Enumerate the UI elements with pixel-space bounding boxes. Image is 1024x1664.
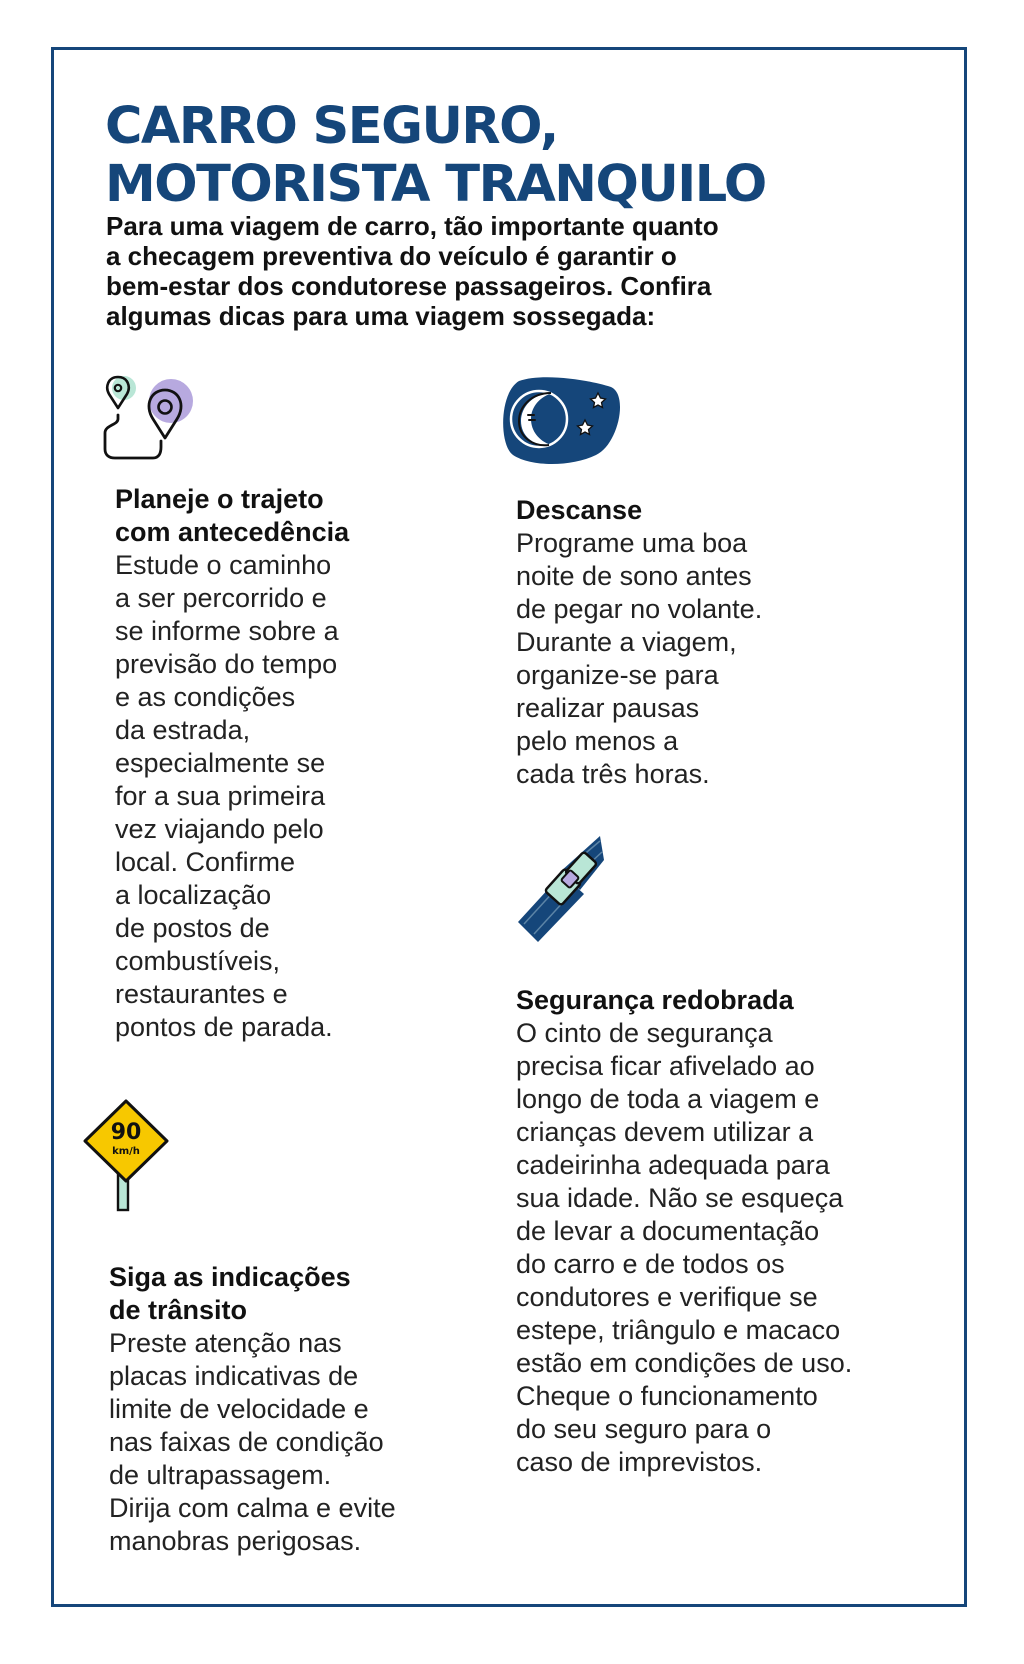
tip-body-line: previsão do tempo <box>115 649 338 679</box>
title-line: CARRO SEGURO, <box>105 97 558 156</box>
tip-route <box>115 483 349 1044</box>
tip-title-line: Descanse <box>516 495 643 525</box>
tip-body-line: de levar a documentação <box>516 1216 820 1246</box>
sign-value: 90 <box>110 1120 142 1145</box>
tip-title <box>109 1261 396 1327</box>
tip-title <box>115 483 349 549</box>
tip-rest <box>516 494 762 791</box>
tip-title-line: de trânsito <box>109 1295 248 1325</box>
tip-body-line: de postos de <box>115 913 270 943</box>
tip-body-line: manobras perigosas. <box>109 1526 362 1556</box>
tip-body-line: Estude o caminho <box>115 550 332 580</box>
tip-body <box>115 549 349 1044</box>
tip-body-line: combustíveis, <box>115 946 281 976</box>
tip-title-line: Siga as indicações <box>109 1262 351 1292</box>
tip-body-line: condutores e verifique se <box>516 1282 818 1312</box>
tip-body-line: Dirija com calma e evite <box>109 1493 396 1523</box>
tip-body-line: caso de imprevistos. <box>516 1447 763 1477</box>
tip-safety <box>516 984 852 1479</box>
intro-line: bem-estar dos condutorese passageiros. Confira <box>106 271 712 301</box>
route-pin-icon <box>103 375 198 465</box>
tip-body-line: do carro e de todos os <box>516 1249 785 1279</box>
tip-body-line: vez viajando pelo <box>115 814 324 844</box>
seatbelt-icon <box>516 832 606 942</box>
tip-body-line: precisa ficar afivelado ao <box>516 1051 815 1081</box>
tip-body-line: placas indicativas de <box>109 1361 359 1391</box>
intro-text <box>106 211 806 331</box>
intro-line: algumas dicas para uma viagem sossegada: <box>106 301 656 331</box>
tip-body-line: restaurantes e <box>115 979 288 1009</box>
tip-body-line: do seu seguro para o <box>516 1414 772 1444</box>
tip-body-line: pontos de parada. <box>115 1012 333 1042</box>
moon-stars-icon <box>501 375 621 467</box>
tip-body-line: local. Confirme <box>115 847 296 877</box>
tip-body-line: Durante a viagem, <box>516 627 737 657</box>
tip-body-line: a localização <box>115 880 272 910</box>
intro-line: Para uma viagem de carro, tão importante quanto <box>106 211 719 241</box>
tip-body-line: da estrada, <box>115 715 251 745</box>
tip-body-line: de pegar no volante. <box>516 594 763 624</box>
speed-sign-icon <box>82 1098 170 1212</box>
tip-body-line: O cinto de segurança <box>516 1018 773 1048</box>
tip-body-line: e as condições <box>115 682 296 712</box>
tip-title-line: Planeje o trajeto <box>115 484 324 514</box>
tip-title-line: Segurança redobrada <box>516 985 794 1015</box>
title-line: MOTORISTA TRANQUILO <box>105 155 766 214</box>
tip-title <box>516 494 762 527</box>
tip-body-line: limite de velocidade e <box>109 1394 369 1424</box>
tip-title <box>516 984 852 1017</box>
tip-body <box>109 1327 396 1558</box>
tip-body <box>516 1017 852 1479</box>
tip-body-line: estão em condições de uso. <box>516 1348 853 1378</box>
tip-body-line: sua idade. Não se esqueça <box>516 1183 844 1213</box>
tip-signs <box>109 1261 396 1558</box>
tip-body-line: Cheque o funcionamento <box>516 1381 818 1411</box>
intro-line: a checagem preventiva do veículo é garantir o <box>106 241 677 271</box>
tip-body-line: cada três horas. <box>516 759 710 789</box>
tip-body-line: Preste atenção nas <box>109 1328 342 1358</box>
tip-body-line: especialmente se <box>115 748 326 778</box>
tip-body-line: longo de toda a viagem e <box>516 1084 820 1114</box>
tip-body <box>516 527 762 791</box>
tip-body-line: pelo menos a <box>516 726 679 756</box>
tip-body-line: crianças devem utilizar a <box>516 1117 814 1147</box>
tip-title-line: com antecedência <box>115 517 350 547</box>
page-title <box>105 98 766 214</box>
tip-body-line: estepe, triângulo e macaco <box>516 1315 841 1345</box>
tip-body-line: cadeirinha adequada para <box>516 1150 830 1180</box>
tip-body-line: de ultrapassagem. <box>109 1460 332 1490</box>
tip-body-line: nas faixas de condição <box>109 1427 384 1457</box>
tip-body-line: se informe sobre a <box>115 616 339 646</box>
tip-body-line: organize-se para <box>516 660 719 690</box>
sign-unit: km/h <box>112 1146 140 1157</box>
tip-body-line: noite de sono antes <box>516 561 752 591</box>
tip-body-line: for a sua primeira <box>115 781 326 811</box>
tip-body-line: a ser percorrido e <box>115 583 327 613</box>
tip-body-line: realizar pausas <box>516 693 700 723</box>
tip-body-line: Programe uma boa <box>516 528 748 558</box>
